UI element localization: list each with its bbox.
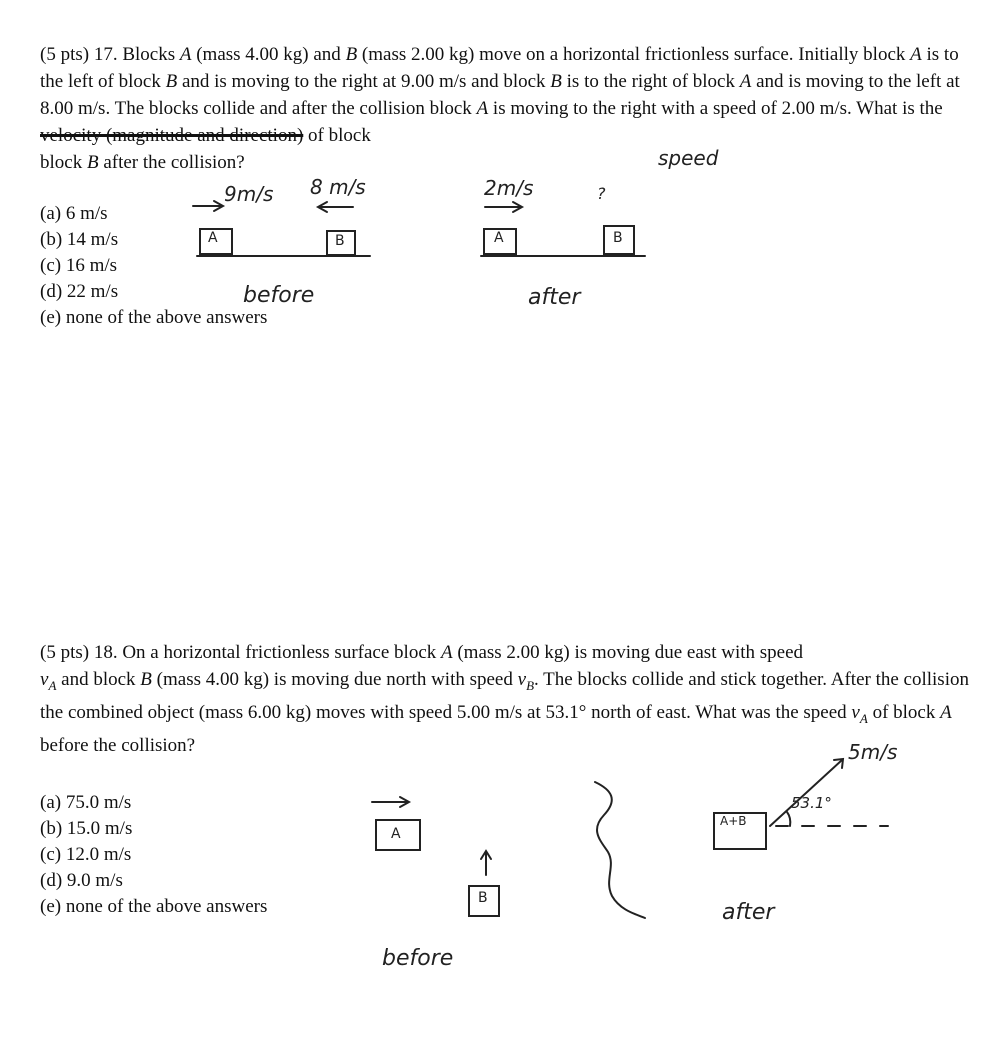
question-17-text: (5 pts) 17. Blocks A (mass 4.00 kg) and B (mass 2.00 kg) move on a horizontal frictionless surface. Initially block A is to the left of block B and is moving to the right at 9.00 m/s and block B is to the right of block A and is moving to the left at 8.00 m/s. The blocks collide and after the collision block A is moving to the right with a speed of 2.00 m/s. What is the velocity (magnitude and direction) of block block B after the collision?: [40, 44, 960, 173]
handwritten-unknown: ?: [597, 184, 606, 203]
box-a-label: A: [208, 230, 218, 246]
choice-c: (c) 12.0 m/s: [40, 844, 132, 865]
handwritten-speed-after: 5m/s: [848, 740, 898, 764]
handwritten-correction: speed: [658, 146, 719, 170]
choice-a: (a) 6 m/s: [40, 203, 108, 224]
choice-b: (b) 15.0 m/s: [40, 818, 133, 839]
handwritten-before-label: before: [382, 946, 454, 971]
box-a-label: A: [391, 826, 401, 842]
question-18-text: (5 pts) 18. On a horizontal frictionless surface block A (mass 2.00 kg) is moving due east with speed $v_A$ and block B (mass 4.00 kg) is moving due north with speed $v_B$. The blocks collide and stick together. After the collision the combined object (mass 6.00 kg) moves with speed 5.00 m/s at 53.1° north of east. What was the speed $v_A$ of block A before the collision?: [40, 642, 969, 756]
choice-a: (a) 75.0 m/s: [40, 792, 132, 813]
velocity-vector: [770, 760, 842, 826]
box-b-label: B: [335, 233, 345, 249]
box-a-label: A: [494, 230, 504, 246]
box-b-label: B: [613, 230, 623, 246]
handwritten-after-label: after: [722, 900, 775, 925]
choice-e: (e) none of the above answers: [40, 896, 268, 917]
handwritten-velocity-a-after: 2m/s: [484, 176, 534, 200]
handwritten-before-label: before: [243, 283, 315, 308]
choice-b: (b) 14 m/s: [40, 229, 119, 250]
handwritten-velocity-a-before: 9m/s: [224, 182, 274, 206]
choice-e: (e) none of the above answers: [40, 307, 268, 328]
struck-text: velocity (magnitude and direction): [40, 125, 304, 146]
choice-d: (d) 22 m/s: [40, 281, 119, 302]
angle-arc: [787, 812, 790, 826]
handwritten-angle: 53.1°: [791, 794, 832, 812]
separator-bracket: [595, 782, 645, 918]
choice-c: (c) 16 m/s: [40, 255, 118, 276]
choice-d: (d) 9.0 m/s: [40, 870, 123, 891]
handwritten-after-label: after: [528, 285, 581, 310]
box-ab-label: A+B: [720, 814, 747, 828]
box-b-label: B: [478, 890, 488, 906]
handwritten-velocity-b-before: 8 m/s: [310, 175, 366, 199]
